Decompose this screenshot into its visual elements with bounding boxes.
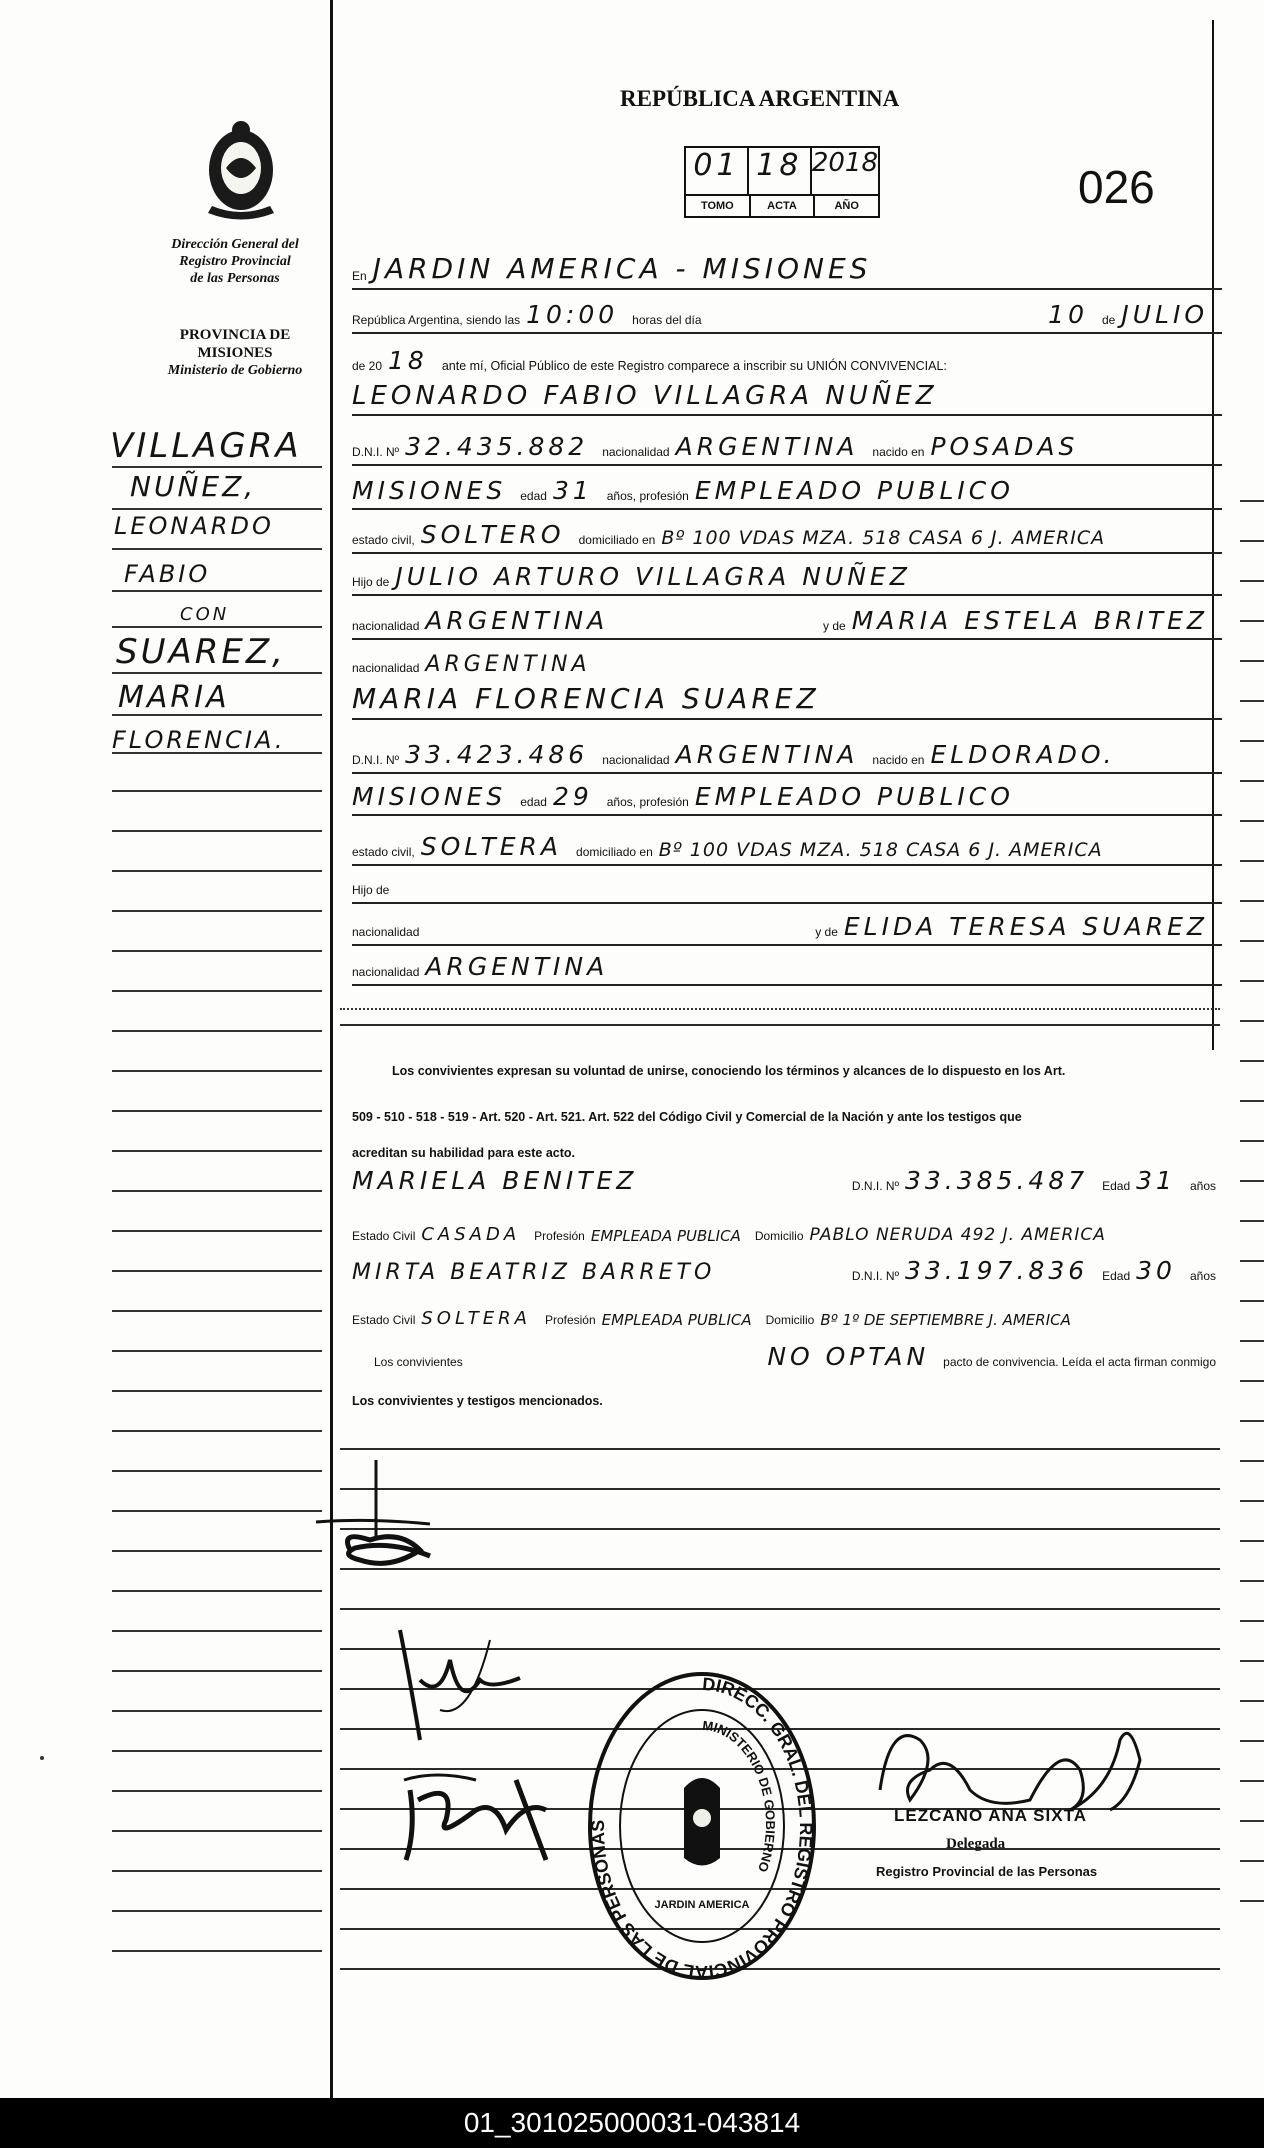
seal-inner-text: MINISTERIO DE GOBIERNO xyxy=(701,1717,778,1874)
witness2-dni-label: D.N.I. Nº xyxy=(851,1269,899,1283)
signature-2 xyxy=(380,1620,560,1760)
pact-value: NO OPTAN xyxy=(767,1342,930,1371)
declaration-line1: Los convivientes expresan su voluntad de unirse, conociendo los términos y alcances de lo dispuesto en los Art. xyxy=(392,1064,1066,1078)
person2-parent-nac-line xyxy=(352,912,1222,946)
person1-nacido-label: nacido en xyxy=(872,445,925,459)
person1-age-line xyxy=(352,476,1222,510)
pact-closing: Los convivientes y testigos mencionados. xyxy=(352,1394,603,1408)
pact-line xyxy=(352,1340,1222,1374)
person2-age-line xyxy=(352,782,1222,816)
margin-name-6: SUAREZ, xyxy=(116,632,286,672)
person1-parent-nac-line xyxy=(352,606,1222,640)
intro-place-line xyxy=(352,252,1222,290)
person2-name: MARIA FLORENCIA SUAREZ xyxy=(352,682,820,715)
witness1-estado: CASADA xyxy=(421,1224,521,1245)
official-office: Registro Provincial de las Personas xyxy=(876,1864,1098,1879)
witness2-dni: 33.197.836 xyxy=(904,1256,1089,1285)
person1-nac-label: nacionalidad xyxy=(602,445,670,459)
agency-block xyxy=(140,236,330,287)
person1-edad-label: edad xyxy=(520,489,547,503)
witness1-dni-label: D.N.I. Nº xyxy=(851,1179,899,1193)
witness2-edad-label: Edad xyxy=(1102,1269,1131,1283)
person2-dni: 33.423.486 xyxy=(405,740,589,769)
person1-name: LEONARDO FABIO VILLAGRA NUÑEZ xyxy=(352,381,938,411)
rule-after-persons xyxy=(340,1024,1220,1026)
person2-dni-line xyxy=(352,740,1222,774)
person2-dom-label: domiciliado en xyxy=(576,845,653,859)
country-title: REPÚBLICA ARGENTINA xyxy=(620,86,900,111)
witness1-anios-label: años xyxy=(1189,1179,1216,1193)
registry-seal xyxy=(584,1668,820,1984)
person1-name-line xyxy=(352,382,1222,416)
seal-place: JARDIN AMERICA xyxy=(654,1899,750,1911)
person1-provincia: MISIONES xyxy=(352,476,507,505)
witness1-dni: 33.385.487 xyxy=(904,1166,1089,1195)
ministry: Ministerio de Gobierno xyxy=(167,363,303,378)
margin-name-1: VILLAGRA xyxy=(110,426,302,466)
person1-yde-label: y de xyxy=(823,619,846,633)
province-line2: MISIONES xyxy=(197,345,273,361)
record-box xyxy=(684,146,880,216)
official-name: LEZCANO ANA SIXTA xyxy=(894,1806,1087,1825)
person2-provincia: MISIONES xyxy=(352,782,507,811)
person1-domicilio: Bº 100 VDAS MZA. 518 CASA 6 J. AMERICA xyxy=(661,527,1106,549)
intro-statement: ante mí, Oficial Público de este Registro comparece a inscribir su UNIÓN CONVIVENCIAL: xyxy=(441,359,947,373)
person2-civil-line xyxy=(352,832,1222,866)
person1-hijo-label: Hijo de xyxy=(352,575,390,589)
dotted-rule xyxy=(340,1008,1220,1010)
declaration-line2: 509 - 510 - 518 - 519 - Art. 520 - Art. 521. Art. 522 del Código Civil y Comercial de la Nación y ante los testigos que xyxy=(352,1110,1022,1124)
person1-mother-nac-line xyxy=(352,646,1222,680)
person2-madre: ELIDA TERESA SUAREZ xyxy=(843,912,1208,941)
record-tomo: 01 xyxy=(686,148,749,194)
record-acta-label: ACTA xyxy=(751,196,816,216)
witness1-name: MARIELA BENITEZ xyxy=(352,1166,638,1195)
witness1-domicilio: PABLO NERUDA 492 J. AMERICA xyxy=(809,1225,1106,1245)
witness1-detail-line xyxy=(352,1214,1222,1248)
footer-code: 01_301025000031-043814 xyxy=(463,2107,801,2138)
agency-line2: Registro Provincial xyxy=(179,254,291,269)
intro-time-line xyxy=(352,300,1222,334)
witness2-estado: SOLTERA xyxy=(421,1308,531,1329)
seal-text: DIRECC. GRAL. DEL REGISTRO PROVINCIAL DE LAS PERSONAS xyxy=(587,1673,816,1983)
rep-label: República Argentina, siendo las xyxy=(352,313,521,327)
person1-profesion: EMPLEADO PUBLICO xyxy=(694,476,1014,505)
person2-nac-label: nacionalidad xyxy=(602,753,670,767)
pact-label-before: Los convivientes xyxy=(374,1355,463,1369)
signature-1 xyxy=(310,1460,510,1600)
intro-day: 10 xyxy=(1048,300,1088,329)
person2-mother-nac-line xyxy=(352,952,1222,986)
witness2-domicilio: Bº 1º DE SEPTIEMBRE J. AMERICA xyxy=(820,1311,1071,1329)
person2-name-line xyxy=(352,682,1222,720)
person2-nacionalidad: ARGENTINA xyxy=(675,740,859,769)
witness2-estado-label: Estado Civil xyxy=(352,1313,416,1327)
year-prefix: de 20 xyxy=(352,359,383,373)
person1-padre: JULIO ARTURO VILLAGRA NUÑEZ xyxy=(395,562,911,591)
margin-name-2: NUÑEZ, xyxy=(130,470,257,503)
record-tomo-label: TOMO xyxy=(686,196,751,216)
person2-estado-label: estado civil, xyxy=(352,845,415,859)
witness2-name-line xyxy=(352,1254,1222,1288)
footer-bar xyxy=(0,2098,1264,2148)
witness2-prof-label: Profesión xyxy=(544,1313,596,1327)
person1-nacionalidad: ARGENTINA xyxy=(675,432,859,461)
person2-nacido: ELDORADO. xyxy=(930,740,1116,769)
province-block xyxy=(140,326,330,380)
pact-label-after: pacto de convivencia. Leída el acta firman conmigo xyxy=(943,1355,1216,1369)
witness2-anios-label: años xyxy=(1189,1269,1216,1283)
margin-name-3: LEONARDO xyxy=(114,512,274,540)
en-label: En xyxy=(352,269,367,283)
agency-line1: Dirección General del xyxy=(171,237,299,252)
margin-name-8: FLORENCIA. xyxy=(112,726,286,754)
person1-civil-line xyxy=(352,520,1222,554)
province-line1: PROVINCIA DE xyxy=(179,327,291,343)
horas-label: horas del día xyxy=(632,313,702,327)
person2-domicilio: Bº 100 VDAS MZA. 518 CASA 6 J. AMERICA xyxy=(658,839,1103,861)
person2-madre-nac-label: nacionalidad xyxy=(352,965,420,979)
intro-time: 10:00 xyxy=(526,300,619,329)
person1-dni-label: D.N.I. Nº xyxy=(352,445,400,459)
margin-border xyxy=(330,0,333,2098)
person2-hijo-label: Hijo de xyxy=(352,883,390,897)
person2-edad: 29 xyxy=(552,782,593,811)
margin-name-4: FABIO xyxy=(124,560,211,588)
signature-3 xyxy=(396,1760,586,1870)
margin-name-5: CON xyxy=(180,604,230,625)
person1-padre-nac: ARGENTINA xyxy=(425,606,609,635)
person1-madre-nac: ARGENTINA xyxy=(425,652,591,677)
witness1-estado-label: Estado Civil xyxy=(352,1229,416,1243)
person2-padre-nac-label: nacionalidad xyxy=(352,925,420,939)
scan-speck xyxy=(40,1756,44,1760)
province-coat-of-arms xyxy=(196,118,286,228)
witness2-profesion: EMPLEADA PUBLICA xyxy=(601,1311,752,1329)
witness1-name-line xyxy=(352,1164,1222,1198)
record-anio: 2018 xyxy=(811,148,879,178)
person2-nacido-label: nacido en xyxy=(872,753,925,767)
person2-profesion: EMPLEADO PUBLICO xyxy=(694,782,1014,811)
person2-estado: SOLTERA xyxy=(420,832,563,861)
person2-yde-label: y de xyxy=(815,925,838,939)
official-role: Delegada xyxy=(946,1836,1006,1852)
person1-dni: 32.435.882 xyxy=(405,432,589,461)
person1-dni-line xyxy=(352,432,1222,466)
certificate-number: 026 xyxy=(1078,161,1155,213)
witness2-name: MIRTA BEATRIZ BARRETO xyxy=(352,1260,716,1285)
declaration-line3: acreditan su habilidad para este acto. xyxy=(352,1146,575,1160)
witness2-detail-line xyxy=(352,1298,1222,1332)
person1-edad: 31 xyxy=(552,476,593,505)
intro-year-line xyxy=(352,344,1222,378)
person2-dni-label: D.N.I. Nº xyxy=(352,753,400,767)
witness1-dom-label: Domicilio xyxy=(754,1229,804,1243)
margin-name-7: MARIA xyxy=(118,680,230,715)
person2-edad-label: edad xyxy=(520,795,547,809)
witness2-dom-label: Domicilio xyxy=(765,1313,815,1327)
person1-padre-nac-label: nacionalidad xyxy=(352,619,420,633)
person1-madre: MARIA ESTELA BRITEZ xyxy=(851,606,1208,635)
person1-estado-label: estado civil, xyxy=(352,533,415,547)
record-acta: 18 xyxy=(749,148,812,194)
person1-dom-label: domiciliado en xyxy=(578,533,656,547)
witness1-edad: 31 xyxy=(1136,1166,1176,1195)
person1-estado: SOLTERO xyxy=(420,520,565,549)
person2-prof-label: años, profesión xyxy=(606,795,689,809)
person1-madre-nac-label: nacionalidad xyxy=(352,661,420,675)
intro-month: JULIO xyxy=(1121,300,1208,329)
de-label: de xyxy=(1101,313,1116,327)
person2-parent-line xyxy=(352,870,1222,904)
person1-parent-line xyxy=(352,562,1222,596)
witness1-profesion: EMPLEADA PUBLICA xyxy=(590,1227,741,1245)
person2-madre-nac: ARGENTINA xyxy=(425,952,609,981)
witness1-edad-label: Edad xyxy=(1102,1179,1131,1193)
person1-nacido: POSADAS xyxy=(930,432,1079,461)
witness2-edad: 30 xyxy=(1136,1256,1176,1285)
intro-year: 18 xyxy=(388,346,428,375)
agency-line3: de las Personas xyxy=(190,271,280,286)
record-anio-label: AÑO xyxy=(834,200,859,212)
witness1-prof-label: Profesión xyxy=(534,1229,585,1243)
intro-place: JARDIN AMERICA - MISIONES xyxy=(372,252,872,285)
person1-prof-label: años, profesión xyxy=(606,489,689,503)
